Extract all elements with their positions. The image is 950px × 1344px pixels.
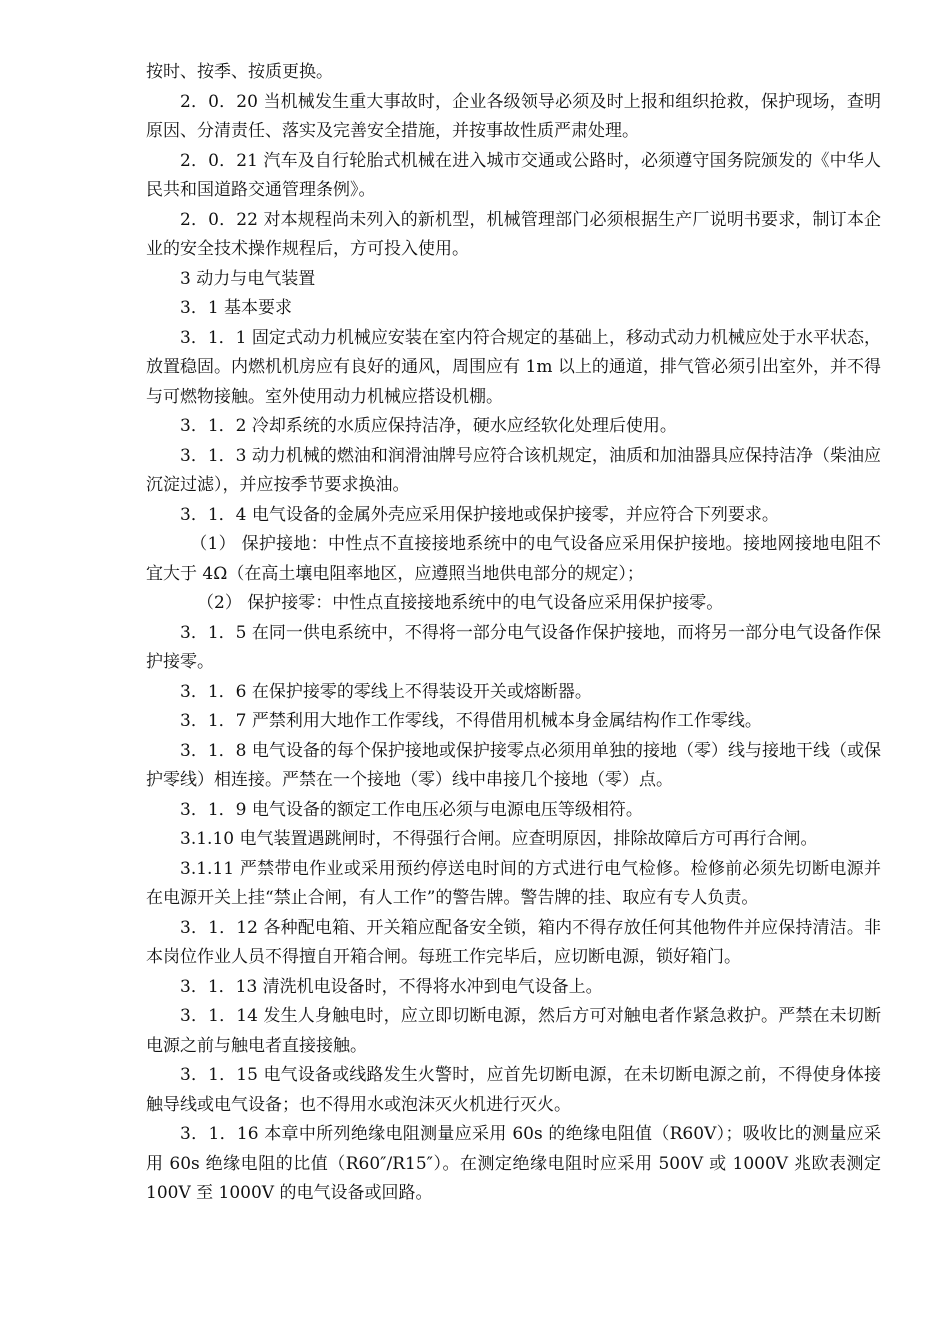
paragraph-3-1-8: 3．1．8 电气设备的每个保护接地或保护接零点必须用单独的接地（零）线与接地干线（或保护零线）相连接。严禁在一个接地（零）线中串接几个接地（零）点。 [146,740,881,790]
paragraph-3-1-3: 3．1．3 动力机械的燃油和润滑油牌号应符合该机规定，油质和加油器具应保持洁净（柴油应沉淀过滤），并应按季节要求换油。 [146,445,881,495]
paragraph-3-1-14: 3．1．14 发生人身触电时，应立即切断电源，然后方可对触电者作紧急救护。严禁在未切断电源之前与触电者直接接触。 [146,1006,881,1056]
list-item-protective-grounding: （1） 保护接地：中性点不直接接地系统中的电气设备应采用保护接地。接地网接地电阻不宜大于 4Ω（在高土壤电阻率地区，应遵照当地供电部分的规定）； [146,534,881,584]
paragraph-3-1-11: 3.1.11 严禁带电作业或采用预约停送电时间的方式进行电气检修。检修前必须先切断电源并在电源开关上挂“禁止合闸，有人工作”的警告牌。警告牌的挂、取应有专人负责。 [146,858,881,908]
paragraph-3-1-1: 3．1．1 固定式动力机械应安装在室内符合规定的基础上，移动式动力机械应处于水平状态，放置稳固。内燃机机房应有良好的通风，周围应有 1m 以上的通道，排气管必须引出室外，并不得与可燃物接触。室外使用动力机械应搭设机棚。 [146,327,881,407]
section-heading-3-1: 3．1 基本要求 [180,298,293,318]
paragraph-3-1-13: 3．1．13 清洗机电设备时，不得将水冲到电气设备上。 [180,976,603,997]
section-heading-3: 3 动力与电气装置 [180,268,316,289]
document-page [146,58,881,1209]
paragraph-3-1-12: 3．1．12 各种配电箱、开关箱应配备安全锁，箱内不得存放任何其他物件并应保持清洁。非本岗位作业人员不得擅自开箱合闸。每班工作完毕后，应切断电源，锁好箱门。 [146,917,881,967]
paragraph-2-0-20: 2．0．20 当机械发生重大事故时，企业各级领导必须及时上报和组织抢救，保护现场，查明原因、分清责任、落实及完善安全措施，并按事故性质严肃处理。 [146,91,881,141]
paragraph-2-0-22: 2．0．22 对本规程尚未列入的新机型，机械管理部门必须根据生产厂说明书要求，制订本企业的安全技术操作规程后，方可投入使用。 [146,209,881,259]
list-item-protective-neutral: （2） 保护接零：中性点直接接地系统中的电气设备应采用保护接零。 [197,593,724,613]
paragraph-3-1-9: 3．1．9 电气设备的额定工作电压必须与电源电压等级相符。 [180,799,643,820]
paragraph-3-1-5: 3．1．5 在同一供电系统中，不得将一部分电气设备作保护接地，而将另一部分电气设备作保护接零。 [146,622,881,672]
paragraph-3-1-7: 3．1．7 严禁利用大地作工作零线，不得借用机械本身金属结构作工作零线。 [180,711,762,731]
paragraph-3-1-6: 3．1．6 在保护接零的零线上不得装设开关或熔断器。 [180,681,592,702]
paragraph-3-1-16: 3．1．16 本章中所列绝缘电阻测量应采用 60s 的绝缘电阻值（R60V）；吸收比的测量应采用 60s 绝缘电阻的比值（R60″/R15″）。在测定绝缘电阻时应采用 500V 或 1000V 兆欧表测定 100V 至 1000V 的电气设备或回路。 [146,1124,881,1203]
paragraph-continuation: 按时、按季、按质更换。 [146,62,333,82]
paragraph-3-1-15: 3．1．15 电气设备或线路发生火警时，应首先切断电源，在未切断电源之前，不得使身体接触导线或电气设备；也不得用水或泡沫灭火机进行灭火。 [146,1065,881,1115]
paragraph-3-1-4: 3．1．4 电气设备的金属外壳应采用保护接地或保护接零，并应符合下列要求。 [180,504,779,525]
paragraph-3-1-10: 3.1.10 电气装置遇跳闸时，不得强行合闸。应查明原因，排除故障后方可再行合闸。 [180,829,818,849]
paragraph-3-1-2: 3．1．2 冷却系统的水质应保持洁净，硬水应经软化处理后使用。 [180,416,677,436]
paragraph-2-0-21: 2．0．21 汽车及自行轮胎式机械在进入城市交通或公路时，必须遵守国务院颁发的《中华人民共和国道路交通管理条例》。 [146,150,881,200]
